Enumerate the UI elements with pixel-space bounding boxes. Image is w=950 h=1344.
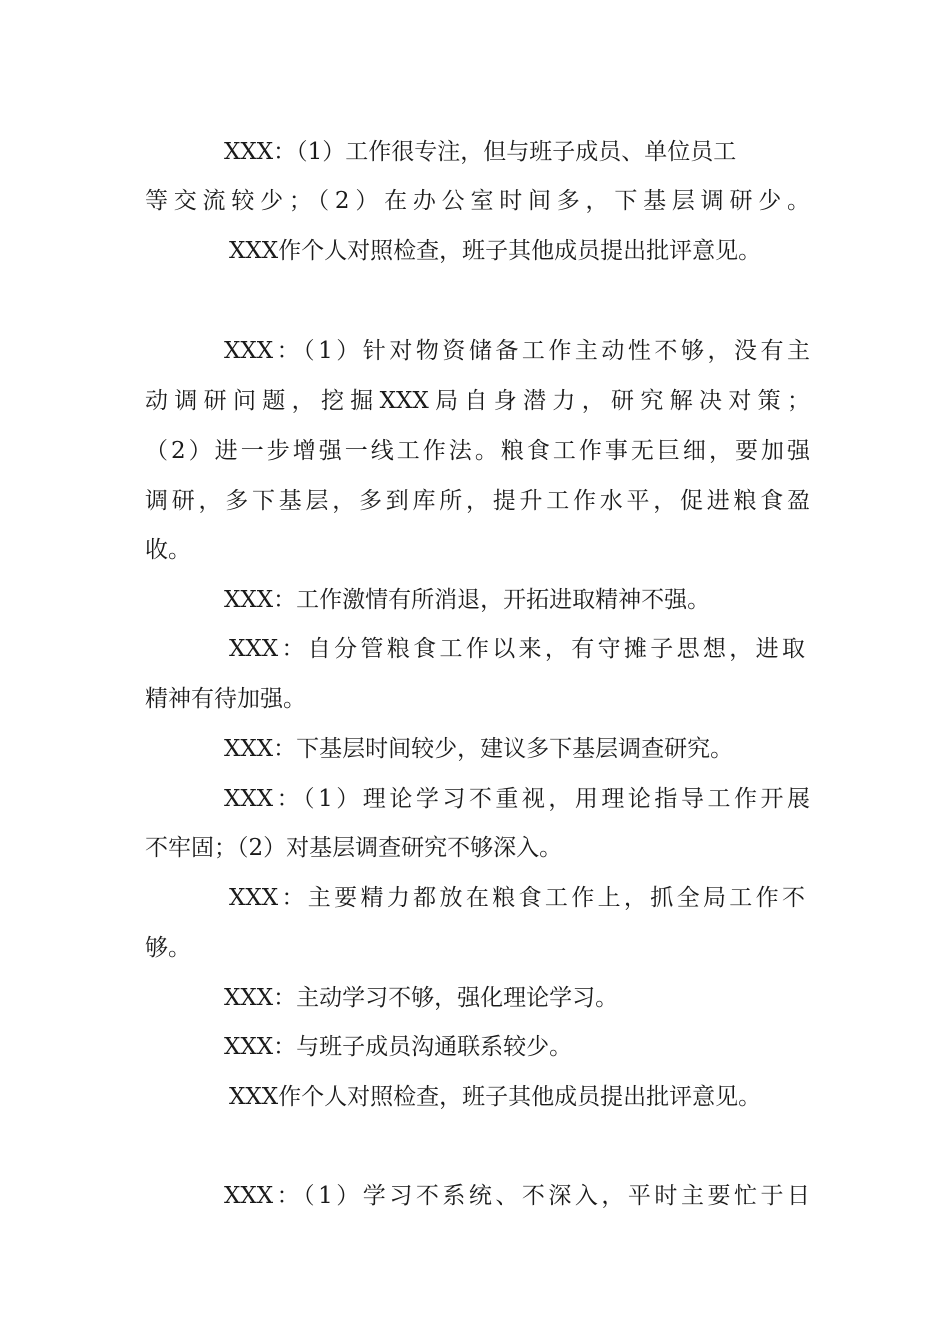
text-line: 不牢固；（2）对基层调查研究不够深入。	[145, 835, 563, 861]
text-line: 精神有待加强。	[145, 686, 306, 712]
text-line: （2）进一步增强一线工作法。粮食工作事无巨细，要加强	[145, 438, 810, 464]
text-line: XXX：（1）理论学习不重视，用理论指导工作开展	[224, 786, 810, 812]
text-line: 够。	[145, 935, 191, 961]
text-line: XXX：自分管粮食工作以来，有守摊子思想，进取	[229, 636, 805, 662]
text-line: XXX作个人对照检查，班子其他成员提出批评意见。	[229, 238, 762, 264]
text-line: XXX：（1）针对物资储备工作主动性不够，没有主	[224, 338, 810, 364]
text-line: XXX：下基层时间较少，建议多下基层调查研究。	[224, 736, 734, 762]
text-line: XXX：（1）工作很专注，但与班子成员、单位员工	[224, 139, 737, 165]
text-line: XXX：（1）学习不系统、不深入，平时主要忙于日	[224, 1183, 810, 1209]
text-line: 等交流较少；（2）在办公室时间多，下基层调研少。	[145, 188, 810, 214]
text-line: XXX作个人对照检查，班子其他成员提出批评意见。	[229, 1084, 762, 1110]
text-line: 动调研问题，挖掘XXX局自身潜力，研究解决对策；	[145, 388, 810, 414]
text-line: XXX：工作激情有所消退，开拓进取精神不强。	[224, 587, 711, 613]
text-line: XXX：主动学习不够，强化理论学习。	[224, 985, 619, 1011]
text-line: XXX：与班子成员沟通联系较少。	[224, 1034, 573, 1060]
text-line: 调研，多下基层，多到库所，提升工作水平，促进粮食盈	[145, 488, 810, 514]
text-line: 收。	[145, 537, 191, 563]
text-line: XXX：主要精力都放在粮食工作上，抓全局工作不	[229, 885, 805, 911]
